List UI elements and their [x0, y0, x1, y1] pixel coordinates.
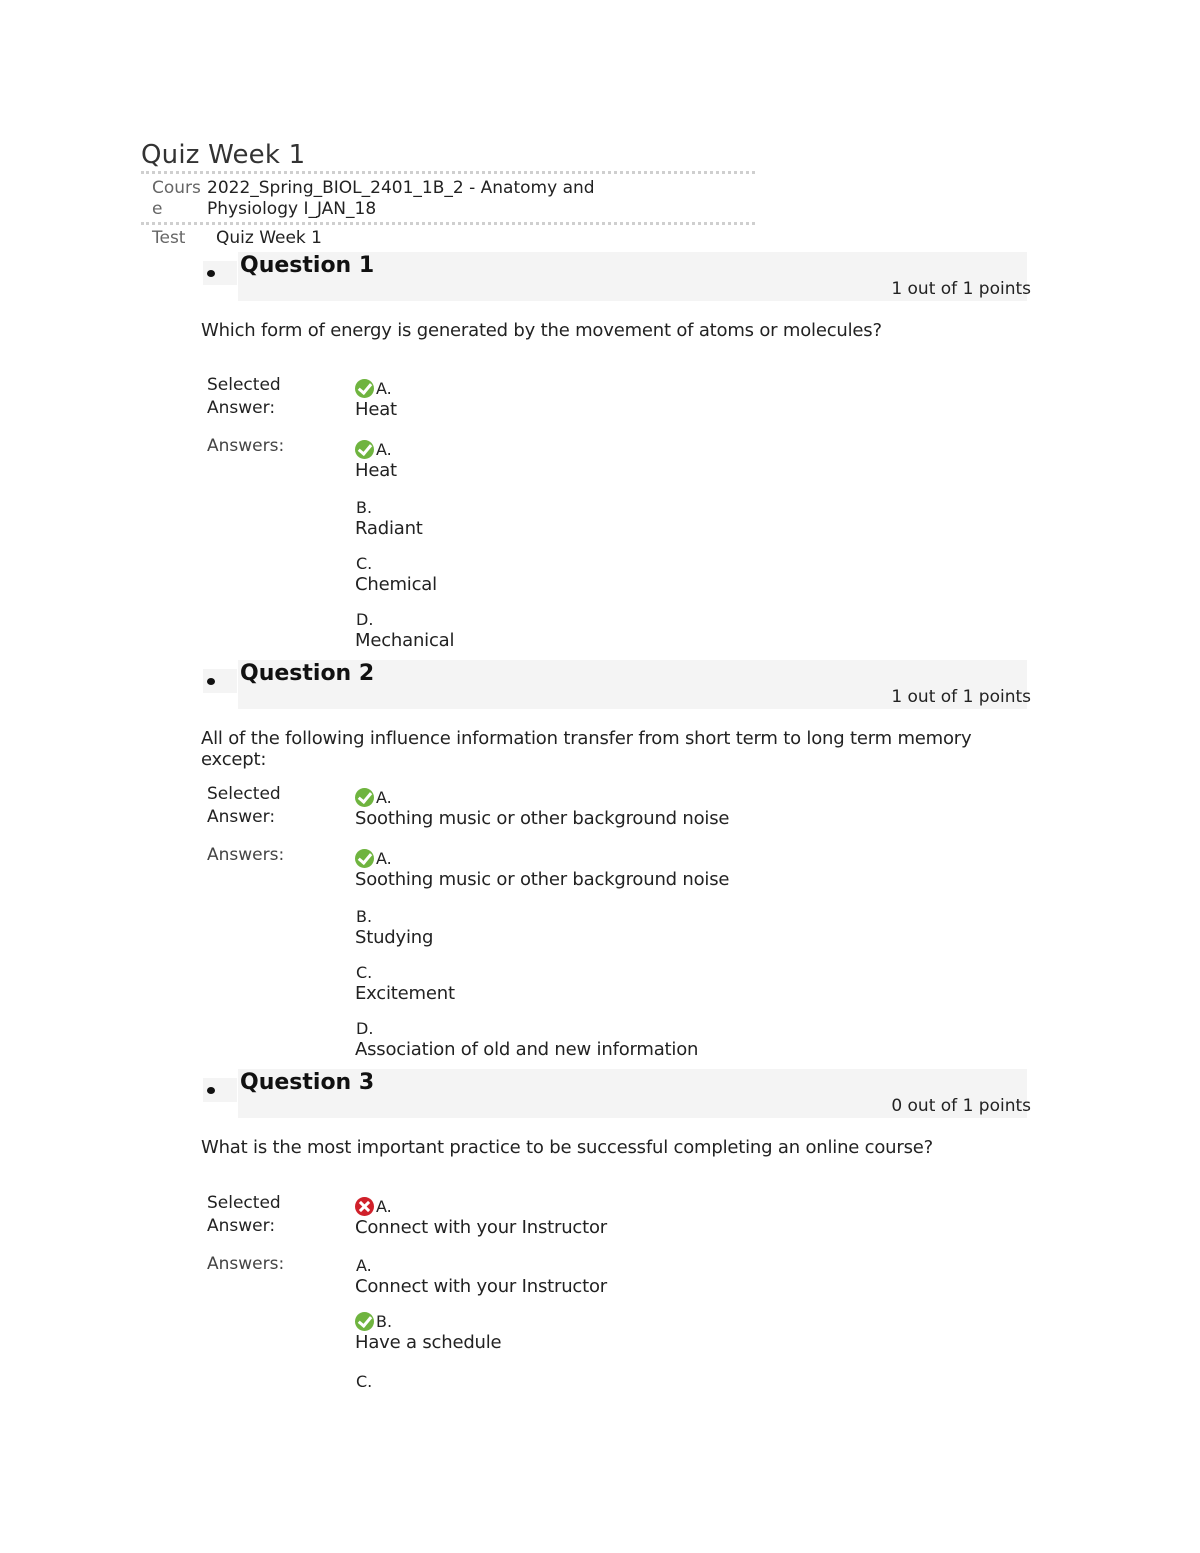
answer-letter: D. — [356, 609, 374, 629]
answer-letter: A. — [356, 1255, 372, 1275]
answer-letter: A. — [376, 1196, 392, 1216]
selected-answer — [355, 786, 729, 830]
course-value: 2022_Spring_BIOL_2401_1B_2 - Anatomy and Physiology I_JAN_18 — [207, 178, 595, 219]
answer-text: Studying — [355, 927, 434, 948]
question-text: Which form of energy is generated by the movement of atoms or molecules? — [201, 320, 882, 341]
question-2 — [200, 660, 1035, 1068]
question-header — [200, 1069, 1035, 1119]
answer-letter: D. — [356, 1018, 374, 1038]
correct-check-icon — [355, 379, 374, 398]
answer-option-a — [355, 1254, 607, 1298]
page-title: Quiz Week 1 — [141, 140, 306, 170]
test-value: Quiz Week 1 — [216, 228, 323, 248]
answer-option-c — [355, 1370, 372, 1392]
answer-option-b — [355, 496, 423, 540]
answer-option-c — [355, 552, 437, 596]
answer-text: Heat — [355, 460, 397, 481]
answer-text: Mechanical — [355, 630, 455, 651]
answer-text: Chemical — [355, 574, 437, 595]
answer-text: Association of old and new information — [355, 1039, 699, 1060]
quiz-meta-table — [141, 171, 755, 249]
question-header — [200, 660, 1035, 710]
question-text: All of the following influence information transfer from short term to long term memory except: — [201, 728, 972, 770]
question-points: 0 out of 1 points — [891, 1096, 1031, 1116]
answer-letter: B. — [356, 497, 373, 517]
course-row — [141, 171, 755, 225]
answers-label: Answers: — [207, 845, 285, 865]
question-points: 1 out of 1 points — [891, 279, 1031, 299]
answer-text: Excitement — [355, 983, 455, 1004]
incorrect-x-icon — [355, 1197, 374, 1216]
answer-letter: C. — [356, 962, 373, 982]
question-header — [200, 252, 1035, 302]
answers-label: Answers: — [207, 436, 285, 456]
answer-option-a — [355, 847, 729, 891]
bullet-icon — [203, 261, 237, 285]
answer-letter: B. — [356, 906, 373, 926]
question-text: What is the most important practice to be successful completing an online course? — [201, 1137, 933, 1158]
question-title: Question 1 — [240, 253, 375, 278]
answer-text: Have a schedule — [355, 1332, 502, 1353]
selected-answer — [355, 377, 397, 421]
correct-check-icon — [355, 440, 374, 459]
answer-letter: A. — [376, 439, 392, 459]
question-title: Question 2 — [240, 661, 375, 686]
answer-letter: A. — [376, 787, 392, 807]
answer-letter: C. — [356, 553, 373, 573]
question-3 — [200, 1069, 1035, 1399]
answer-option-b — [355, 1310, 501, 1354]
answer-option-a — [355, 438, 397, 482]
answer-text: Connect with your Instructor — [355, 1276, 607, 1297]
answer-option-c — [355, 961, 455, 1005]
answer-text: Heat — [355, 399, 397, 420]
selected-answer — [355, 1195, 607, 1239]
correct-check-icon — [355, 1312, 374, 1331]
answer-letter: C. — [356, 1371, 373, 1391]
answers-label: Answers: — [207, 1254, 285, 1274]
answer-letter: B. — [376, 1311, 393, 1331]
test-label: Test — [152, 228, 186, 248]
answer-text: Radiant — [355, 518, 423, 539]
answer-option-b — [355, 905, 433, 949]
answer-text: Soothing music or other background noise — [355, 808, 730, 829]
correct-check-icon — [355, 849, 374, 868]
bullet-icon — [203, 669, 237, 693]
answer-text: Connect with your Instructor — [355, 1217, 607, 1238]
answer-letter: A. — [376, 378, 392, 398]
selected-answer-label: Selected Answer: — [207, 1193, 281, 1236]
selected-answer-label: Selected Answer: — [207, 784, 281, 827]
question-title: Question 3 — [240, 1070, 375, 1095]
course-label: Course — [152, 178, 201, 219]
bullet-icon — [203, 1078, 237, 1102]
answer-text: Soothing music or other background noise — [355, 869, 730, 890]
correct-check-icon — [355, 788, 374, 807]
answer-letter: A. — [376, 848, 392, 868]
test-row — [141, 225, 755, 249]
question-1 — [200, 252, 1035, 660]
answer-option-d — [355, 608, 454, 652]
question-points: 1 out of 1 points — [891, 687, 1031, 707]
answer-option-d — [355, 1017, 698, 1061]
selected-answer-label: Selected Answer: — [207, 375, 281, 418]
